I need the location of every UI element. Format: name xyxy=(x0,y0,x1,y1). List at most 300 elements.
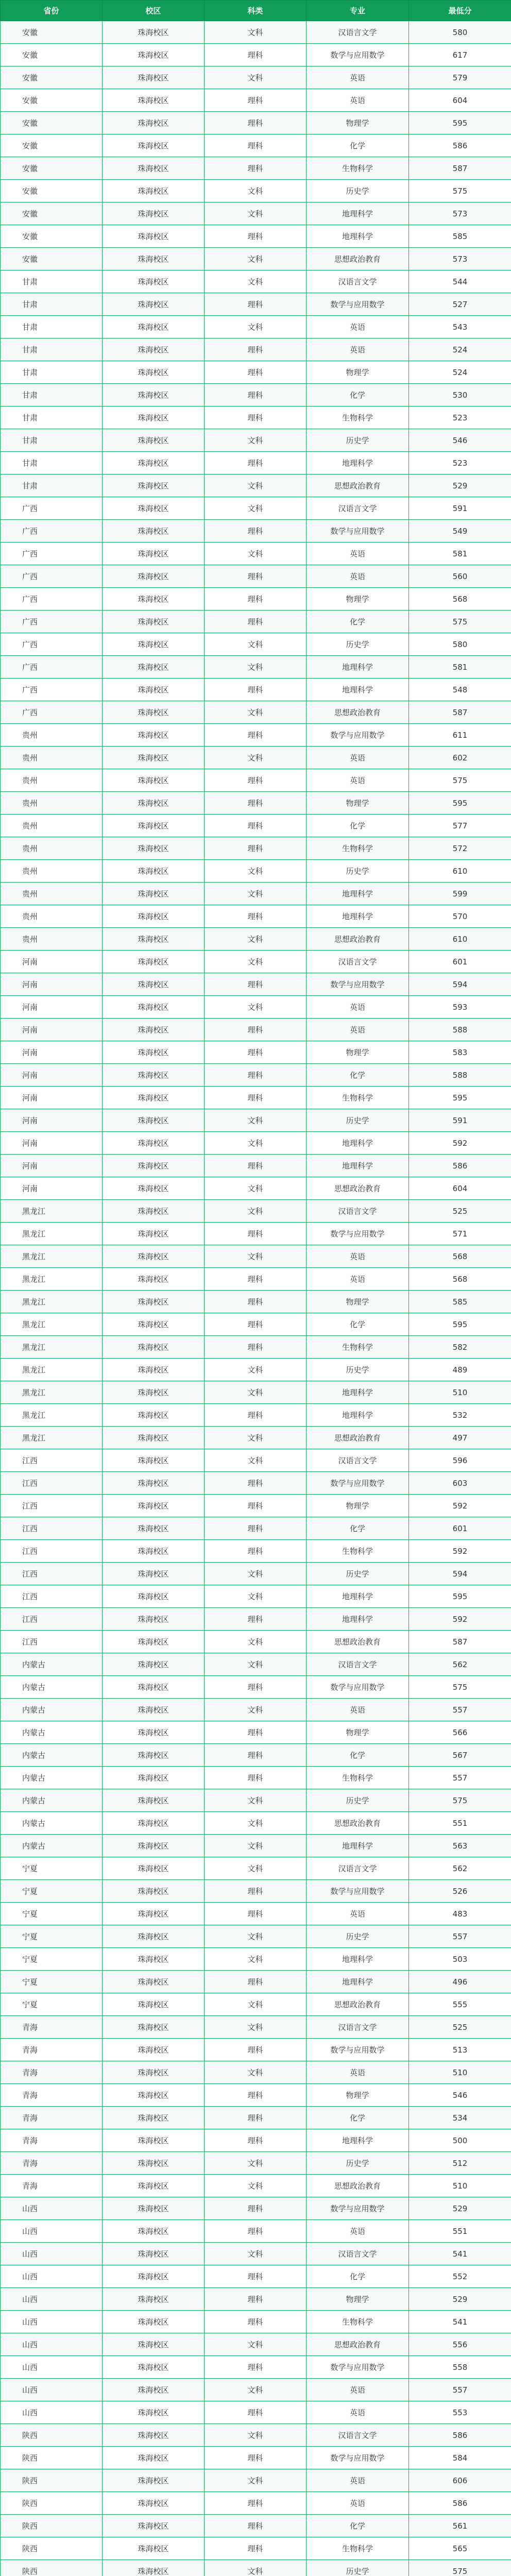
cell-major: 数学与应用数学 xyxy=(306,2039,409,2061)
cell-min-score: 557 xyxy=(409,1767,511,1789)
table-row xyxy=(1,1540,511,1563)
cell-min-score: 580 xyxy=(409,21,511,44)
table-row xyxy=(1,1517,511,1540)
cell-major: 生物科学 xyxy=(306,837,409,860)
cell-subject-type: 文科 xyxy=(205,543,306,565)
cell-subject-type: 理科 xyxy=(205,1880,306,1903)
cell-subject-type: 理科 xyxy=(205,225,306,248)
cell-major: 历史学 xyxy=(306,1359,409,1381)
cell-subject-type: 理科 xyxy=(205,134,306,157)
cell-min-score: 513 xyxy=(409,2039,511,2061)
cell-campus: 珠海校区 xyxy=(103,679,205,701)
cell-min-score: 587 xyxy=(409,157,511,180)
table-row xyxy=(1,1767,511,1789)
cell-subject-type: 文科 xyxy=(205,1200,306,1223)
cell-campus: 珠海校区 xyxy=(103,338,205,361)
cell-campus: 珠海校区 xyxy=(103,2560,205,2576)
cell-campus: 珠海校区 xyxy=(103,951,205,973)
cell-province: 广西 xyxy=(1,588,103,611)
cell-min-score: 567 xyxy=(409,1744,511,1767)
cell-campus: 珠海校区 xyxy=(103,293,205,316)
cell-campus: 珠海校区 xyxy=(103,112,205,134)
cell-subject-type: 理科 xyxy=(205,1676,306,1699)
cell-campus: 珠海校区 xyxy=(103,2537,205,2560)
cell-min-score: 581 xyxy=(409,656,511,679)
cell-major: 汉语言文学 xyxy=(306,951,409,973)
cell-subject-type: 理科 xyxy=(205,293,306,316)
table-row xyxy=(1,973,511,996)
cell-province: 甘肃 xyxy=(1,361,103,384)
cell-campus: 珠海校区 xyxy=(103,2243,205,2265)
table-row xyxy=(1,1608,511,1631)
cell-min-score: 611 xyxy=(409,724,511,747)
cell-major: 物理学 xyxy=(306,792,409,815)
cell-campus: 珠海校区 xyxy=(103,2197,205,2220)
cell-campus: 珠海校区 xyxy=(103,1155,205,1177)
cell-subject-type: 文科 xyxy=(205,2424,306,2447)
cell-major: 汉语言文学 xyxy=(306,21,409,44)
table-row xyxy=(1,679,511,701)
table-row xyxy=(1,497,511,520)
table-row xyxy=(1,2356,511,2379)
cell-min-score: 555 xyxy=(409,1993,511,2016)
cell-subject-type: 理科 xyxy=(205,973,306,996)
cell-min-score: 557 xyxy=(409,1699,511,1721)
cell-major: 英语 xyxy=(306,316,409,338)
cell-major: 英语 xyxy=(306,769,409,792)
cell-campus: 珠海校区 xyxy=(103,89,205,112)
cell-province: 宁夏 xyxy=(1,1971,103,1993)
cell-major: 汉语言文学 xyxy=(306,2016,409,2039)
cell-province: 宁夏 xyxy=(1,1903,103,1925)
cell-major: 地理科学 xyxy=(306,202,409,225)
cell-subject-type: 理科 xyxy=(205,1064,306,1087)
table-row xyxy=(1,248,511,270)
cell-major: 思想政治教育 xyxy=(306,701,409,724)
table-row xyxy=(1,1631,511,1653)
cell-subject-type: 理科 xyxy=(205,724,306,747)
cell-campus: 珠海校区 xyxy=(103,406,205,429)
table-row xyxy=(1,1857,511,1880)
cell-major: 汉语言文学 xyxy=(306,2424,409,2447)
cell-campus: 珠海校区 xyxy=(103,565,205,588)
cell-campus: 珠海校区 xyxy=(103,1177,205,1200)
table-row xyxy=(1,2537,511,2560)
cell-subject-type: 文科 xyxy=(205,996,306,1019)
cell-province: 河南 xyxy=(1,1109,103,1132)
cell-campus: 珠海校区 xyxy=(103,1835,205,1857)
cell-subject-type: 理科 xyxy=(205,1041,306,1064)
table-row xyxy=(1,2220,511,2243)
table-row xyxy=(1,1245,511,1268)
cell-campus: 珠海校区 xyxy=(103,769,205,792)
cell-min-score: 572 xyxy=(409,837,511,860)
cell-province: 河南 xyxy=(1,1177,103,1200)
cell-province: 内蒙古 xyxy=(1,1653,103,1676)
cell-province: 广西 xyxy=(1,565,103,588)
cell-province: 黑龙江 xyxy=(1,1291,103,1313)
cell-subject-type: 理科 xyxy=(205,1903,306,1925)
cell-province: 陕西 xyxy=(1,2560,103,2576)
cell-province: 黑龙江 xyxy=(1,1223,103,1245)
cell-province: 陕西 xyxy=(1,2492,103,2515)
cell-subject-type: 文科 xyxy=(205,1359,306,1381)
cell-province: 内蒙古 xyxy=(1,1812,103,1835)
table-row xyxy=(1,1880,511,1903)
cell-province: 广西 xyxy=(1,543,103,565)
cell-subject-type: 理科 xyxy=(205,338,306,361)
table-row xyxy=(1,474,511,497)
cell-subject-type: 文科 xyxy=(205,656,306,679)
cell-major: 思想政治教育 xyxy=(306,2333,409,2356)
cell-campus: 珠海校区 xyxy=(103,2039,205,2061)
cell-major: 历史学 xyxy=(306,1563,409,1585)
cell-major: 英语 xyxy=(306,747,409,769)
cell-major: 汉语言文学 xyxy=(306,1200,409,1223)
header-subject-type: 科类 xyxy=(205,1,306,21)
cell-subject-type: 理科 xyxy=(205,815,306,837)
cell-subject-type: 理科 xyxy=(205,588,306,611)
cell-major: 思想政治教育 xyxy=(306,2175,409,2197)
cell-subject-type: 文科 xyxy=(205,21,306,44)
table-row xyxy=(1,701,511,724)
cell-subject-type: 文科 xyxy=(205,1449,306,1472)
table-row xyxy=(1,1744,511,1767)
cell-province: 内蒙古 xyxy=(1,1676,103,1699)
cell-campus: 珠海校区 xyxy=(103,1268,205,1291)
cell-major: 汉语言文学 xyxy=(306,1653,409,1676)
cell-major: 英语 xyxy=(306,1699,409,1721)
cell-min-score: 568 xyxy=(409,1268,511,1291)
cell-min-score: 594 xyxy=(409,973,511,996)
cell-campus: 珠海校区 xyxy=(103,1767,205,1789)
table-row xyxy=(1,384,511,406)
cell-min-score: 591 xyxy=(409,497,511,520)
cell-min-score: 541 xyxy=(409,2311,511,2333)
cell-campus: 珠海校区 xyxy=(103,361,205,384)
cell-min-score: 586 xyxy=(409,2492,511,2515)
cell-subject-type: 文科 xyxy=(205,1631,306,1653)
cell-major: 化学 xyxy=(306,2265,409,2288)
cell-campus: 珠海校区 xyxy=(103,180,205,202)
table-row xyxy=(1,2379,511,2401)
table-row xyxy=(1,2152,511,2175)
cell-campus: 珠海校区 xyxy=(103,860,205,883)
cell-major: 物理学 xyxy=(306,2084,409,2107)
cell-province: 安徽 xyxy=(1,112,103,134)
cell-min-score: 544 xyxy=(409,270,511,293)
table-row xyxy=(1,2311,511,2333)
cell-major: 物理学 xyxy=(306,361,409,384)
cell-campus: 珠海校区 xyxy=(103,2492,205,2515)
cell-province: 宁夏 xyxy=(1,1857,103,1880)
cell-campus: 珠海校区 xyxy=(103,2129,205,2152)
table-row xyxy=(1,406,511,429)
cell-major: 英语 xyxy=(306,2379,409,2401)
table-row xyxy=(1,1789,511,1812)
cell-major: 物理学 xyxy=(306,1291,409,1313)
cell-province: 黑龙江 xyxy=(1,1313,103,1336)
cell-subject-type: 理科 xyxy=(205,406,306,429)
cell-major: 英语 xyxy=(306,1245,409,1268)
cell-subject-type: 理科 xyxy=(205,452,306,474)
cell-major: 英语 xyxy=(306,1903,409,1925)
cell-min-score: 581 xyxy=(409,543,511,565)
cell-province: 陕西 xyxy=(1,2537,103,2560)
cell-province: 宁夏 xyxy=(1,1948,103,1971)
cell-major: 化学 xyxy=(306,1313,409,1336)
cell-subject-type: 理科 xyxy=(205,1223,306,1245)
cell-campus: 珠海校区 xyxy=(103,2175,205,2197)
cell-subject-type: 文科 xyxy=(205,701,306,724)
cell-province: 内蒙古 xyxy=(1,1835,103,1857)
cell-min-score: 523 xyxy=(409,406,511,429)
cell-major: 化学 xyxy=(306,1744,409,1767)
cell-min-score: 551 xyxy=(409,2220,511,2243)
cell-min-score: 575 xyxy=(409,611,511,633)
cell-min-score: 510 xyxy=(409,1381,511,1404)
table-row xyxy=(1,338,511,361)
header-min-score: 最低分 xyxy=(409,1,511,21)
cell-major: 汉语言文学 xyxy=(306,497,409,520)
cell-major: 数学与应用数学 xyxy=(306,1472,409,1495)
cell-min-score: 573 xyxy=(409,202,511,225)
table-header xyxy=(1,1,511,21)
cell-campus: 珠海校区 xyxy=(103,21,205,44)
table-row xyxy=(1,1699,511,1721)
cell-subject-type: 文科 xyxy=(205,1993,306,2016)
cell-subject-type: 文科 xyxy=(205,1699,306,1721)
table-row xyxy=(1,2288,511,2311)
cell-campus: 珠海校区 xyxy=(103,1223,205,1245)
cell-province: 甘肃 xyxy=(1,270,103,293)
cell-province: 山西 xyxy=(1,2311,103,2333)
cell-province: 贵州 xyxy=(1,905,103,928)
cell-campus: 珠海校区 xyxy=(103,1880,205,1903)
table-row xyxy=(1,1449,511,1472)
cell-subject-type: 理科 xyxy=(205,361,306,384)
cell-campus: 珠海校区 xyxy=(103,44,205,66)
cell-major: 英语 xyxy=(306,1268,409,1291)
cell-campus: 珠海校区 xyxy=(103,883,205,905)
cell-min-score: 604 xyxy=(409,1177,511,1200)
cell-campus: 珠海校区 xyxy=(103,633,205,656)
cell-campus: 珠海校区 xyxy=(103,429,205,452)
cell-campus: 珠海校区 xyxy=(103,2469,205,2492)
cell-campus: 珠海校区 xyxy=(103,2084,205,2107)
cell-subject-type: 理科 xyxy=(205,611,306,633)
table-row xyxy=(1,1495,511,1517)
cell-province: 安徽 xyxy=(1,180,103,202)
cell-major: 物理学 xyxy=(306,1721,409,1744)
cell-campus: 珠海校区 xyxy=(103,1948,205,1971)
cell-province: 贵州 xyxy=(1,769,103,792)
cell-major: 地理科学 xyxy=(306,1132,409,1155)
table-row xyxy=(1,2401,511,2424)
cell-min-score: 500 xyxy=(409,2129,511,2152)
table-row xyxy=(1,1019,511,1041)
table-row xyxy=(1,565,511,588)
cell-subject-type: 文科 xyxy=(205,1835,306,1857)
cell-campus: 珠海校区 xyxy=(103,1359,205,1381)
cell-campus: 珠海校区 xyxy=(103,2356,205,2379)
cell-campus: 珠海校区 xyxy=(103,1744,205,1767)
cell-min-score: 617 xyxy=(409,44,511,66)
cell-major: 生物科学 xyxy=(306,1336,409,1359)
cell-major: 思想政治教育 xyxy=(306,1427,409,1449)
cell-campus: 珠海校区 xyxy=(103,1449,205,1472)
table-row xyxy=(1,225,511,248)
cell-province: 内蒙古 xyxy=(1,1767,103,1789)
cell-min-score: 561 xyxy=(409,2515,511,2537)
cell-province: 黑龙江 xyxy=(1,1381,103,1404)
cell-min-score: 526 xyxy=(409,1880,511,1903)
cell-major: 地理科学 xyxy=(306,1971,409,1993)
cell-province: 山西 xyxy=(1,2288,103,2311)
cell-subject-type: 文科 xyxy=(205,1427,306,1449)
cell-province: 江西 xyxy=(1,1495,103,1517)
cell-min-score: 510 xyxy=(409,2175,511,2197)
cell-min-score: 585 xyxy=(409,1291,511,1313)
cell-min-score: 583 xyxy=(409,1041,511,1064)
cell-province: 青海 xyxy=(1,2061,103,2084)
cell-campus: 珠海校区 xyxy=(103,1721,205,1744)
cell-campus: 珠海校区 xyxy=(103,792,205,815)
cell-min-score: 549 xyxy=(409,520,511,543)
cell-subject-type: 理科 xyxy=(205,1291,306,1313)
cell-min-score: 595 xyxy=(409,792,511,815)
cell-min-score: 575 xyxy=(409,1676,511,1699)
cell-min-score: 586 xyxy=(409,1155,511,1177)
table-row xyxy=(1,1948,511,1971)
cell-major: 生物科学 xyxy=(306,2537,409,2560)
cell-subject-type: 文科 xyxy=(205,2016,306,2039)
cell-campus: 珠海校区 xyxy=(103,611,205,633)
cell-min-score: 592 xyxy=(409,1608,511,1631)
header-province: 省份 xyxy=(1,1,103,21)
table-row xyxy=(1,1336,511,1359)
cell-province: 甘肃 xyxy=(1,452,103,474)
cell-major: 生物科学 xyxy=(306,406,409,429)
cell-subject-type: 文科 xyxy=(205,2152,306,2175)
cell-major: 历史学 xyxy=(306,1109,409,1132)
cell-campus: 珠海校区 xyxy=(103,1540,205,1563)
table-row xyxy=(1,1359,511,1381)
cell-campus: 珠海校区 xyxy=(103,724,205,747)
cell-campus: 珠海校区 xyxy=(103,1472,205,1495)
table-row xyxy=(1,1585,511,1608)
cell-subject-type: 理科 xyxy=(205,2084,306,2107)
table-row xyxy=(1,1812,511,1835)
cell-province: 贵州 xyxy=(1,928,103,951)
cell-min-score: 548 xyxy=(409,679,511,701)
cell-subject-type: 理科 xyxy=(205,1540,306,1563)
cell-subject-type: 文科 xyxy=(205,1177,306,1200)
cell-min-score: 577 xyxy=(409,815,511,837)
cell-campus: 珠海校区 xyxy=(103,2401,205,2424)
table-row xyxy=(1,293,511,316)
cell-major: 思想政治教育 xyxy=(306,1631,409,1653)
cell-major: 地理科学 xyxy=(306,1404,409,1427)
cell-province: 安徽 xyxy=(1,89,103,112)
cell-campus: 珠海校区 xyxy=(103,2016,205,2039)
cell-campus: 珠海校区 xyxy=(103,1200,205,1223)
cell-min-score: 575 xyxy=(409,180,511,202)
cell-province: 黑龙江 xyxy=(1,1359,103,1381)
cell-province: 青海 xyxy=(1,2016,103,2039)
cell-min-score: 592 xyxy=(409,1495,511,1517)
cell-campus: 珠海校区 xyxy=(103,1404,205,1427)
cell-major: 英语 xyxy=(306,66,409,89)
cell-subject-type: 理科 xyxy=(205,2107,306,2129)
cell-province: 山西 xyxy=(1,2401,103,2424)
cell-province: 安徽 xyxy=(1,134,103,157)
cell-subject-type: 理科 xyxy=(205,1019,306,1041)
cell-campus: 珠海校区 xyxy=(103,2311,205,2333)
cell-province: 河南 xyxy=(1,1087,103,1109)
cell-campus: 珠海校区 xyxy=(103,656,205,679)
cell-province: 江西 xyxy=(1,1517,103,1540)
table-row xyxy=(1,837,511,860)
table-row xyxy=(1,611,511,633)
cell-min-score: 588 xyxy=(409,1064,511,1087)
cell-campus: 珠海校区 xyxy=(103,2152,205,2175)
table-row xyxy=(1,21,511,44)
cell-subject-type: 理科 xyxy=(205,1313,306,1336)
cell-province: 河南 xyxy=(1,951,103,973)
cell-min-score: 546 xyxy=(409,2084,511,2107)
cell-subject-type: 理科 xyxy=(205,2288,306,2311)
table-row xyxy=(1,928,511,951)
cell-subject-type: 理科 xyxy=(205,1517,306,1540)
cell-campus: 珠海校区 xyxy=(103,1064,205,1087)
cell-province: 山西 xyxy=(1,2243,103,2265)
cell-province: 青海 xyxy=(1,2084,103,2107)
cell-subject-type: 文科 xyxy=(205,270,306,293)
cell-min-score: 489 xyxy=(409,1359,511,1381)
table-row xyxy=(1,1041,511,1064)
table-row xyxy=(1,2333,511,2356)
cell-subject-type: 文科 xyxy=(205,2560,306,2576)
cell-province: 甘肃 xyxy=(1,429,103,452)
table-row xyxy=(1,429,511,452)
cell-campus: 珠海校区 xyxy=(103,1925,205,1948)
cell-campus: 珠海校区 xyxy=(103,1495,205,1517)
cell-min-score: 588 xyxy=(409,1019,511,1041)
cell-major: 数学与应用数学 xyxy=(306,1676,409,1699)
cell-major: 生物科学 xyxy=(306,2311,409,2333)
cell-major: 数学与应用数学 xyxy=(306,1880,409,1903)
table-row xyxy=(1,316,511,338)
cell-min-score: 610 xyxy=(409,928,511,951)
table-row xyxy=(1,157,511,180)
cell-major: 汉语言文学 xyxy=(306,1857,409,1880)
table-row xyxy=(1,1676,511,1699)
table-row xyxy=(1,2129,511,2152)
cell-min-score: 579 xyxy=(409,66,511,89)
table-row xyxy=(1,520,511,543)
cell-subject-type: 文科 xyxy=(205,1925,306,1948)
cell-major: 数学与应用数学 xyxy=(306,1223,409,1245)
table-row xyxy=(1,180,511,202)
cell-campus: 珠海校区 xyxy=(103,1857,205,1880)
cell-subject-type: 理科 xyxy=(205,1404,306,1427)
cell-min-score: 568 xyxy=(409,588,511,611)
table-row xyxy=(1,860,511,883)
cell-min-score: 595 xyxy=(409,1585,511,1608)
table-row xyxy=(1,883,511,905)
cell-major: 地理科学 xyxy=(306,905,409,928)
